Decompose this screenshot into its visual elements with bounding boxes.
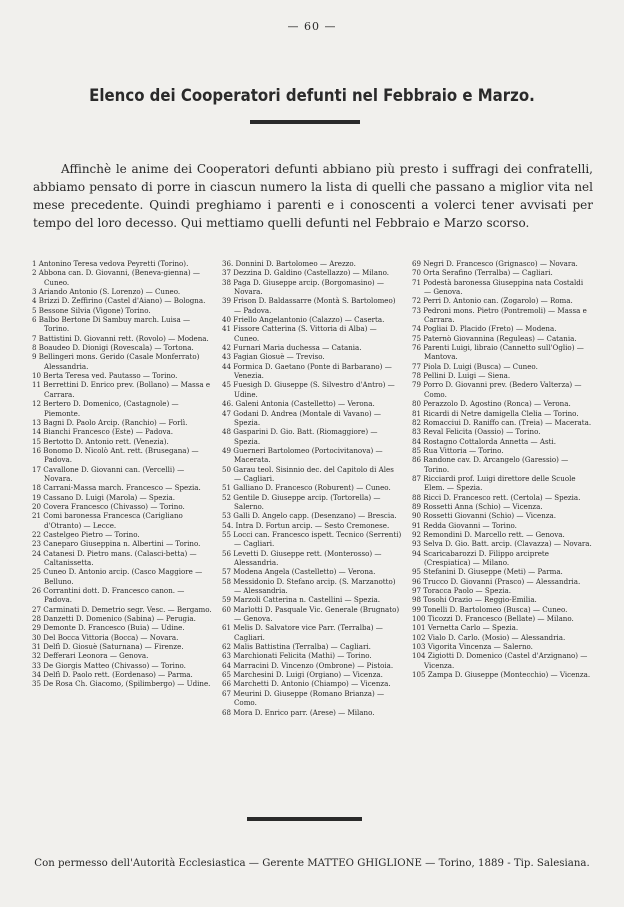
obituary-column-3 <box>412 259 592 717</box>
obituary-entry: 78 Pellini D. Luigi — Siena. <box>412 371 511 381</box>
obituary-entry: 48 Gasparini D. Gio. Batt. (Riomaggiore) — Spezia. <box>222 427 378 446</box>
obituary-entry: 90 Rossetti Giovanni (Schio) — Vicenza. <box>412 511 557 521</box>
obituary-entry: 67 Meurini D. Giuseppe (Romano Brianza) — Como. <box>222 688 385 708</box>
obituary-entry: 105 Zampa D. Giuseppe (Montecchio) — Vicenza. <box>412 670 591 680</box>
obituary-entry: 89 Rossetti Anna (Schio) — Vicenza. <box>412 501 543 511</box>
obituary-entry: 94 Scaricabarozzi D. Filippo arciprete (Crespiatica) — Milano. <box>412 548 549 567</box>
obituary-entry: 54. Intra D. Fortun arcip. — Sesto Cremonese. <box>222 520 390 530</box>
obituary-entry: 87 Ricciardi prof. Luigi direttore delle Scuole Elem. — Spezia. <box>412 473 576 493</box>
obituary-entry: 84 Rostagno Cottalorda Annetta — Asti. <box>412 436 556 446</box>
obituary-column-1 <box>32 259 212 717</box>
obituary-entry: 97 Toracca Paolo — Spezia. <box>412 586 511 596</box>
obituary-entry: 27 Carminati D. Demetrio segr. Vesc. — Bergamo. <box>32 604 212 614</box>
intro-paragraph: Affinchè le anime dei Cooperatori defunti abbiano più presto i suffragi dei confratelli, abbiamo pensato di porre in ciascun numero la lista di quelli che passano a miglior vita nel mese precedente. Quindi preghiamo i parenti e i conoscenti a volerci tener avvisati per tempo del loro decesso. Qui mettiamo quelli defunti nel Febbraio e Marzo scorso. <box>33 162 593 230</box>
obituary-entry: 39 Frison D. Baldassarre (Montà S. Bartolomeo) — Padova. <box>222 296 396 315</box>
obituary-entry: 41 Fissore Catterina (S. Vittoria di Alba) — Cuneo. <box>222 324 377 343</box>
obituary-entry: 36. Donnini D. Bartolomeo — Arezzo. <box>222 259 356 268</box>
obituary-entry: 55 Locci can. Francesco ispett. Tecnico (Serrenti) — Cagliari. <box>222 529 402 549</box>
obituary-entry: 64 Marracini D. Vincenzo (Ombrone) — Pistoia. <box>222 660 394 670</box>
obituary-entry: 85 Rua Vittoria — Torino. <box>412 445 504 455</box>
obituary-entry: 23 Caneparo Giuseppina n. Albertini — Torino. <box>32 539 201 549</box>
obituary-entry: 49 Guerneri Bartolomeo (Portocivitanova) — Macerata. <box>222 445 383 465</box>
obituary-entry: 29 Demonte D. Francesco (Buia) — Udine. <box>32 623 185 633</box>
obituary-entry: 101 Vernetta Carlo — Spezia. <box>412 623 519 633</box>
obituary-entry: 47 Godani D. Andrea (Montale di Vavano) — Spezia. <box>222 408 381 427</box>
obituary-entry: 26 Corrantini dott. D. Francesco canon. — Padova. <box>32 586 185 605</box>
obituary-entry: 52 Gentile D. Giuseppe arcip. (Tortorella) — Salerno. <box>222 492 381 511</box>
obituary-entry: 59 Marzoli Catterina n. Castellini — Spezia. <box>222 595 380 605</box>
obituary-entry: 3 Ariando Antonio (S. Lorenzo) — Cuneo. <box>32 287 181 297</box>
obituary-entry: 98 Tosohi Orazio — Reggio-Emilia. <box>412 595 537 605</box>
obituary-entry: 73 Pedroni mons. Pietro (Pontremoli) — Massa e Carrara. <box>412 305 587 325</box>
obituary-entry: 86 Randone cav. D. Arcangelo (Garessio) — Torino. <box>412 455 569 474</box>
obituary-entry: 28 Danzetti D. Domenico (Sabina) — Perugia. <box>32 614 196 624</box>
obituary-entry: 102 Vialo D. Carlo. (Mosio) — Alessandria. <box>412 632 566 642</box>
obituary-entry: 13 Bagni D. Paolo Arcip. (Ranchio) — Forlì. <box>32 417 188 427</box>
obituary-entry: 45 Fuesigh D. Giuseppe (S. Silvestro d'Antro) — Udine. <box>222 380 395 399</box>
obituary-entry: 2 Abbona can. D. Giovanni, (Beneva-gienna) — Cuneo. <box>32 268 200 287</box>
obituary-entry: 68 Mora D. Enrico parr. (Arese) — Milano. <box>222 707 375 717</box>
obituary-entry: 19 Cassano D. Luigi (Marola) — Spezia. <box>32 492 175 502</box>
obituary-entry: 71 Podestà baronessa Giuseppina nata Costaldi — Genova. <box>412 277 584 297</box>
obituary-entry: 16 Bonomo D. Nicolò Ant. rett. (Brusegana) — Padova. <box>32 445 199 465</box>
obituary-entry: 81 Ricardi di Netre damigella Clelia — Torino. <box>412 408 579 418</box>
obituary-entry: 38 Paga D. Giuseppe arcip. (Borgomasino) — Novara. <box>222 277 384 297</box>
obituary-entry: 66 Marchetti D. Antonio (Chiampo) — Vicenza. <box>222 679 391 689</box>
obituary-entry: 103 Vigorita Vincenza — Salerno. <box>412 642 533 652</box>
obituary-entry: 56 Levetti D. Giuseppe rett. (Monterosso) — Alessandria. <box>222 548 382 567</box>
obituary-entry: 42 Furnari Maria duchessa — Catania. <box>222 343 362 353</box>
obituary-entry: 50 Garau teol. Sisinnio dec. del Capitolo di Ales — Cagliari. <box>222 464 394 483</box>
obituary-entry: 62 Malis Battistina (Terralba) — Cagliari. <box>222 642 371 652</box>
obituary-entry: 46. Galeni Antonia (Castelletto) — Verona. <box>222 399 375 409</box>
obituary-entry: 11 Berrettini D. Enrico prev. (Bollano) — Massa e Carrara. <box>32 380 211 399</box>
obituary-entry: 74 Pogliai D. Placido (Freto) — Modena. <box>412 324 557 334</box>
footer-imprint: Con permesso dell'Autorità Ecclesiastica — Gerente MATTEO GHIGLIONE — Torino, 1889 - Tip. Salesiana. <box>34 858 590 869</box>
obituary-columns <box>32 259 592 717</box>
obituary-entry: 76 Parenti Luigi, libraio (Cannetto sull'Oglio) — Mantova. <box>412 343 584 362</box>
obituary-column-2 <box>222 259 402 717</box>
obituary-entry: 57 Modena Angela (Castelletto) — Verona. <box>222 567 376 577</box>
obituary-entry: 63 Marchionati Felicita (Mathi) — Torino. <box>222 651 372 661</box>
obituary-entry: 53 Galli D. Angelo capp. (Desenzano) — Brescia. <box>222 511 397 521</box>
obituary-entry: 15 Bertotto D. Antonio rett. (Venezia). <box>32 436 169 446</box>
obituary-entry: 18 Carrani-Massa march. Francesco — Spezia. <box>32 483 201 493</box>
title-divider <box>250 120 360 124</box>
obituary-entry: 20 Covera Francesco (Chivasso) — Torino. <box>32 501 185 511</box>
obituary-entry: 75 Paternò Giovannina (Reguleas) — Catania. <box>412 333 577 343</box>
obituary-entry: 65 Marchesini D. Luigi (Orgiano) — Vicenza. <box>222 670 383 680</box>
obituary-entry: 79 Porro D. Giovanni prev. (Bedero Valterza) — Como. <box>412 380 582 399</box>
bottom-divider <box>247 817 362 821</box>
obituary-entry: 14 Bianchi Francesco (Este) — Padova. <box>32 427 174 437</box>
obituary-entry: 80 Perazzolo D. Agostino (Ronca) — Verona. <box>412 399 571 409</box>
obituary-entry: 33 De Giorgis Matteo (Chivasso) — Torino. <box>32 660 186 670</box>
obituary-entry: 7 Battistini D. Giovanni rett. (Rovolo) — Modena. <box>32 333 209 343</box>
obituary-entry: 92 Remondini D. Marcello rett. — Genova. <box>412 529 565 539</box>
obituary-entry: 58 Messidonio D. Stefano arcip. (S. Marzanotto) — Alessandria. <box>222 576 396 596</box>
obituary-entry: 9 Bellingeri mons. Gerido (Casale Monferrato) Alessandria. <box>32 352 200 371</box>
obituary-entry: 104 Zigiotti D. Domenico (Castel d'Arzignano) — Vicenza. <box>412 651 588 670</box>
obituary-entry: 35 De Rosa Ch. Giacomo, (Spilimbergo) — Udine. <box>32 679 211 689</box>
obituary-entry: 43 Fagian Giosuè — Treviso. <box>222 352 325 362</box>
obituary-entry: 10 Berta Teresa ved. Pautasso — Torino. <box>32 371 178 381</box>
page-number: — 60 — <box>287 20 337 33</box>
obituary-entry: 12 Bertero D. Domenico, (Castagnole) — Piemonte. <box>32 399 179 418</box>
obituary-entry: 44 Formica D. Gaetano (Ponte di Barbarano) — Venezia. <box>222 361 392 381</box>
obituary-entry: 99 Tonelli D. Bartolomeo (Busca) — Cuneo. <box>412 604 568 614</box>
obituary-entry: 60 Marlotti D. Pasquale Vic. Generale (Brugnato) — Genova. <box>222 604 400 624</box>
obituary-entry: 17 Cavallone D. Giovanni can. (Vercelli) — Novara. <box>32 464 185 483</box>
obituary-entry: 96 Trucco D. Giovanni (Prasco) — Alessandria. <box>412 576 581 586</box>
obituary-entry: 70 Orta Serafino (Terralba) — Cagliari. <box>412 268 553 278</box>
obituary-entry: 100 Ticozzi D. Francesco (Bellate) — Milano. <box>412 614 574 624</box>
obituary-entry: 69 Negri D. Francesco (Grignasco) — Novara. <box>412 259 578 268</box>
obituary-entry: 51 Galliano D. Francesco (Roburent) — Cuneo. <box>222 483 391 493</box>
obituary-entry: 31 Delfì D. Giosuè (Saturnana) — Firenze. <box>32 642 184 652</box>
obituary-entry: 25 Cuneo D. Antonio arcip. (Casco Maggiore — Belluno. <box>32 567 203 586</box>
obituary-entry: 61 Melis D. Salvatore vice Parr. (Terralba) — Cagliari. <box>222 623 383 642</box>
obituary-entry: 30 Del Bocca Vittoria (Bocca) — Novara. <box>32 632 179 642</box>
obituary-entry: 24 Catanesi D. Pietro mans. (Calasci-betta) — Caltanissetta. <box>32 548 197 567</box>
obituary-entry: 91 Redda Giovanni — Torino. <box>412 520 517 530</box>
obituary-entry: 40 Friello Angelantonio (Calazzo) — Caserta. <box>222 315 385 325</box>
obituary-entry: 83 Reval Felicita (Oassio) — Torino. <box>412 427 541 437</box>
obituary-entry: 72 Perri D. Antonio can. (Zogarolo) — Roma. <box>412 296 573 306</box>
obituary-entry: 34 Delfì D. Paolo rett. (Eordenaso) — Parma. <box>32 670 193 680</box>
obituary-entry: 37 Dezzina D. Galdino (Castellazzo) — Milano. <box>222 268 389 278</box>
page-title: Elenco dei Cooperatori defunti nel Febbraio e Marzo. <box>89 86 535 106</box>
obituary-entry: 32 Defferari Leonora — Genova. <box>32 651 149 661</box>
obituary-entry: 88 Ricci D. Francesco rett. (Certola) — Spezia. <box>412 492 581 502</box>
obituary-entry: 22 Castelgeo Pietro — Torino. <box>32 529 140 539</box>
obituary-entry: 6 Balbo Bertone Di Sambuy march. Luisa — Torino. <box>32 315 191 334</box>
obituary-entry: 82 Romacciui D. Raniffo can. (Treia) — Macerata. <box>412 417 592 427</box>
obituary-entry: 4 Brizzi D. Zeffirino (Castel d'Aiano) — Bologna. <box>32 296 206 306</box>
obituary-entry: 1 Antonino Teresa vedova Peyretti (Torino). <box>32 259 189 268</box>
obituary-entry: 5 Bessone Silvia (Vigone) Torino. <box>32 305 151 315</box>
obituary-entry: 95 Stefanini D. Giuseppe (Meti) — Parma. <box>412 567 563 577</box>
obituary-entry: 77 Piola D. Luigi (Busca) — Cuneo. <box>412 361 538 371</box>
obituary-entry: 21 Comi baronessa Francesca (Carigliano d'Otranto) — Lecce. <box>32 511 183 530</box>
obituary-entry: 8 Boaudeo D. Dionigi (Rovescala) — Tortona. <box>32 343 194 353</box>
obituary-entry: 93 Selva D. Gio. Batt. arcip. (Clavazza) — Novara. <box>412 539 592 549</box>
